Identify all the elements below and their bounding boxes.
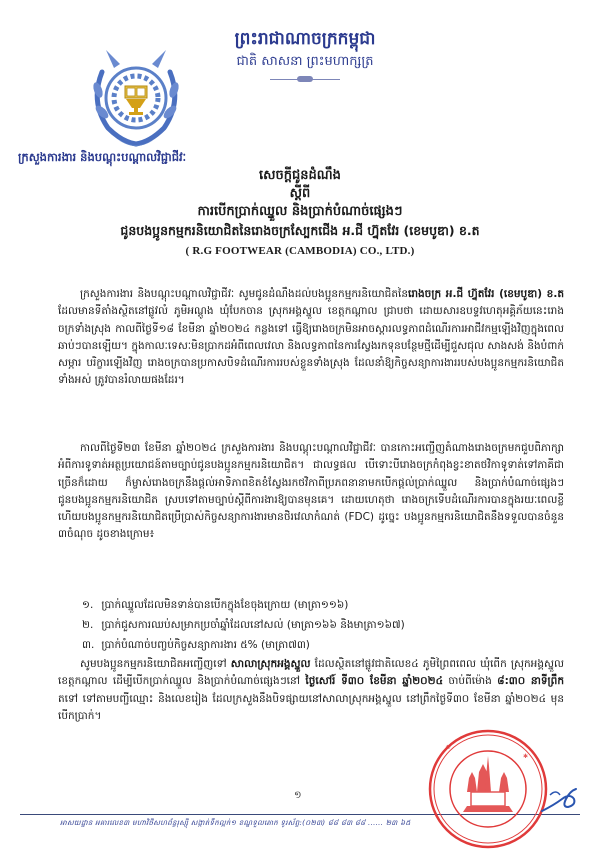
official-seal-icon xyxy=(427,728,549,850)
kingdom-header xyxy=(200,28,410,82)
footer-address: អាសយដ្ឋាន អគារលេខ៣ មហាវិថីសហព័ន្ធរុស្ស៊ី សង្កាត់ទឹកល្អក់១ ខណ្ឌទួលគោក ទូរស័ព្ទ:(០២៣) ៨៨ ៨៣ ៨៨ ...... ២៣ ៦៥ xyxy=(60,819,411,827)
svg-text:✱: ✱ xyxy=(444,743,453,752)
svg-text:✱: ✱ xyxy=(523,753,529,760)
time-bold: ៨:៣០ នាទីព្រឹក xyxy=(497,675,565,688)
paragraph-1-text-cont: ដែលមានទីតាំងស្ថិតនៅផ្លូវលំ ភូមិអណ្តូង ឃុំបែកចាន ស្រុកអង្គស្នួល ខេត្តកណ្តាល ជ្រាបថា ដោយសារឧបទ្ទវហេតុអគ្គិភ័យនេះរោងចក្រទាំងស្រុង កាលពីថ្ងៃទី១៨ ខែមីនា ឆ្នាំ២០២៤ កន្លងទៅ ធ្វើឱ្យរោងចក្រមិនអាចស្តារលទ្ធភាពដំណើរការអាជីវកម្មឡើងវិញក្នុងពេលឆាប់ៗបានឡើយ។ ក្នុងកាលៈទេសៈមិនប្រាកដអំពីពេលវេលា និងលទ្ធភាពនៃការស្វែងរកទុនបន្ថែមថ្មីដើម្បីជួសជុល សាងសង់ និងបំពាក់សម្ភារ បរិក្ខារឡើងវិញ រោងចក្របានប្រកាសបិទដំណើរការរបស់ខ្លួនទាំងស្រុង ដែលនាំឱ្យកិច្ចសន្យាការងាររបស់បងប្អូនកម្មករនិយោជិតទាំងអស់ ត្រូវបានរំលាយផងដែរ។ xyxy=(58,305,564,387)
title-line-1: សេចក្តីជូនដំណឹង xyxy=(259,168,341,183)
notice-title xyxy=(30,166,570,260)
page-number: ១ xyxy=(294,790,302,801)
signature-icon xyxy=(540,785,580,815)
company-name-english: ( R.G FOOTWEAR (CAMBODIA) CO., LTD.) xyxy=(185,245,415,257)
paragraph-3-text-cont: ដែលស្ថិតនៅផ្លូវជាតិលេខ៤ ភូមិព្រៃពពេល ឃុំពើក ស្រុកអង្គស្នួល ខេត្តកណ្តាល ដើម្បីបើកប្រាក់ឈ្នួល និងប្រាក់បំណាច់ផ្សេងៗនៅ xyxy=(58,658,565,688)
list-item xyxy=(82,615,542,635)
ministry-emblem-icon xyxy=(88,42,184,154)
national-motto: ជាតិ សាសនា ព្រះមហាក្សត្រ xyxy=(236,54,374,69)
paragraph-3 xyxy=(58,656,564,725)
kingdom-name: ព្រះរាជាណាចក្រកម្ពុជា xyxy=(234,29,376,49)
venue-bold: សាលាស្រុកអង្គស្នួល xyxy=(230,658,311,670)
date-bold: ថ្ងៃសៅរ៍ ទី៣០ ខែមីនា ឆ្នាំ២០២៤ xyxy=(305,675,444,688)
title-line-4: ជូនបងប្អូនកម្មករនិយោជិតនៃរោងចក្រស្បែកជើង អ.ជី ហ្វ៊ុតវែរ (ខេមបូឌា) ខ.ត xyxy=(120,223,480,238)
list-number: ២. xyxy=(82,619,94,631)
paragraph-3-text: សូមបងប្អូនកម្មករនិយោជិតអញ្ជើញទៅ xyxy=(80,658,231,670)
list-number: ១. xyxy=(82,599,94,611)
list-number: ៣. xyxy=(82,639,95,651)
company-name-bold: រោងចក្រ អ.ជី ហ្វ៊ុតវែរ (ខេមបូឌា) ខ.ត xyxy=(408,288,564,300)
list-item xyxy=(82,635,542,655)
ministry-name: ក្រសួងការងារ និងបណ្តុះបណ្តាលវិជ្ជាជីវៈ xyxy=(18,150,187,164)
list-text: ប្រាក់ឈ្នួលដែលមិនទាន់បានបើកក្នុងខែចុងក្រោយ (មាត្រា១១៦) xyxy=(101,599,349,611)
title-line-3: ការបើកប្រាក់ឈ្នួល និងប្រាក់បំណាច់ផ្សេងៗ xyxy=(197,204,403,219)
paragraph-3-text-cont2: ចាប់ពីម៉ោង xyxy=(443,675,498,688)
list-text: ប្រាក់ជួសការឈប់សម្រាកប្រចាំឆ្នាំដែលនៅសល់ (មាត្រា១៦៦ និងមាត្រា១៦៧) xyxy=(101,619,405,631)
title-line-2: ស្តីពី xyxy=(289,186,311,201)
paragraph-2: កាលពីថ្ងៃទី២៣ ខែមីនា ឆ្នាំ២០២៤ ក្រសួងការងារ និងបណ្តុះបណ្តាលវិជ្ជាជីវៈ បានកោះអញ្ជើញតំណាងរោងចក្រមកជួបពិភាក្សាអំពីការទូទាត់អត្ថប្រយោជន៍តាមច្បាប់ជូនបងប្អូនកម្មករនិយោជិត។ ជាលទ្ធផល បើទោះបីរោងចក្រកំពុងខ្វះខាតថវិកាទូទាត់ទៅភាគីជាច្រើនក៏ដោយ ក៏ម្ចាស់រោងចក្រនឹងផ្តល់អាទិភាពខិតខំស្វែងរកថវិកាពីប្រភពនានាមកបើកផ្តល់ប្រាក់ឈ្នួល និងប្រាក់បំណាច់ផ្សេងៗ ជូនបងប្អូនកម្មករនិយោជិត ស្របទៅតាមច្បាប់ស្តីពីការងារឱ្យបានមុនគេ។ ដោយហេតុថា រោងចក្រទើបដំណើរការបានក្នុងរយៈពេលខ្លី ហើយបងប្អូនកម្មករនិយោជិតប្រើប្រាស់កិច្ចសន្យាការងារមានថិរវេលាកំណត់ (FDC) ដូច្នេះ បងប្អូនកម្មករនិយោជិតនឹងទទួលបានចំនួន ៣ចំណុច ដូចខាងក្រោម៖ xyxy=(58,442,564,541)
list-text: ប្រាក់បំណាច់បញ្ចប់កិច្ចសន្យាការងារ ៥% (មាត្រា៧៣) xyxy=(101,639,310,651)
paragraph-3-text-end: តទៅ ទៅតាមបញ្ជីឈ្មោះ និងលេខរៀង ដែលក្រសួងនឹងបិទផ្សាយនៅសាលាស្រុកអង្គស្នួល នៅព្រឹកថ្ងៃទី៣០ ខែមីនា ឆ្នាំ២០២៤ មុនបើកប្រាក់។ xyxy=(58,692,564,722)
entitlement-list xyxy=(82,595,542,655)
list-item xyxy=(82,595,542,615)
paragraph-1-text: ក្រសួងការងារ និងបណ្តុះបណ្តាលវិជ្ជាជីវៈ សូមជូនដំណឹងដល់បងប្អូនកម្មករនិយោជិតនៃ xyxy=(80,288,409,300)
ornament-divider xyxy=(270,76,340,82)
paragraph-1 xyxy=(58,286,564,390)
